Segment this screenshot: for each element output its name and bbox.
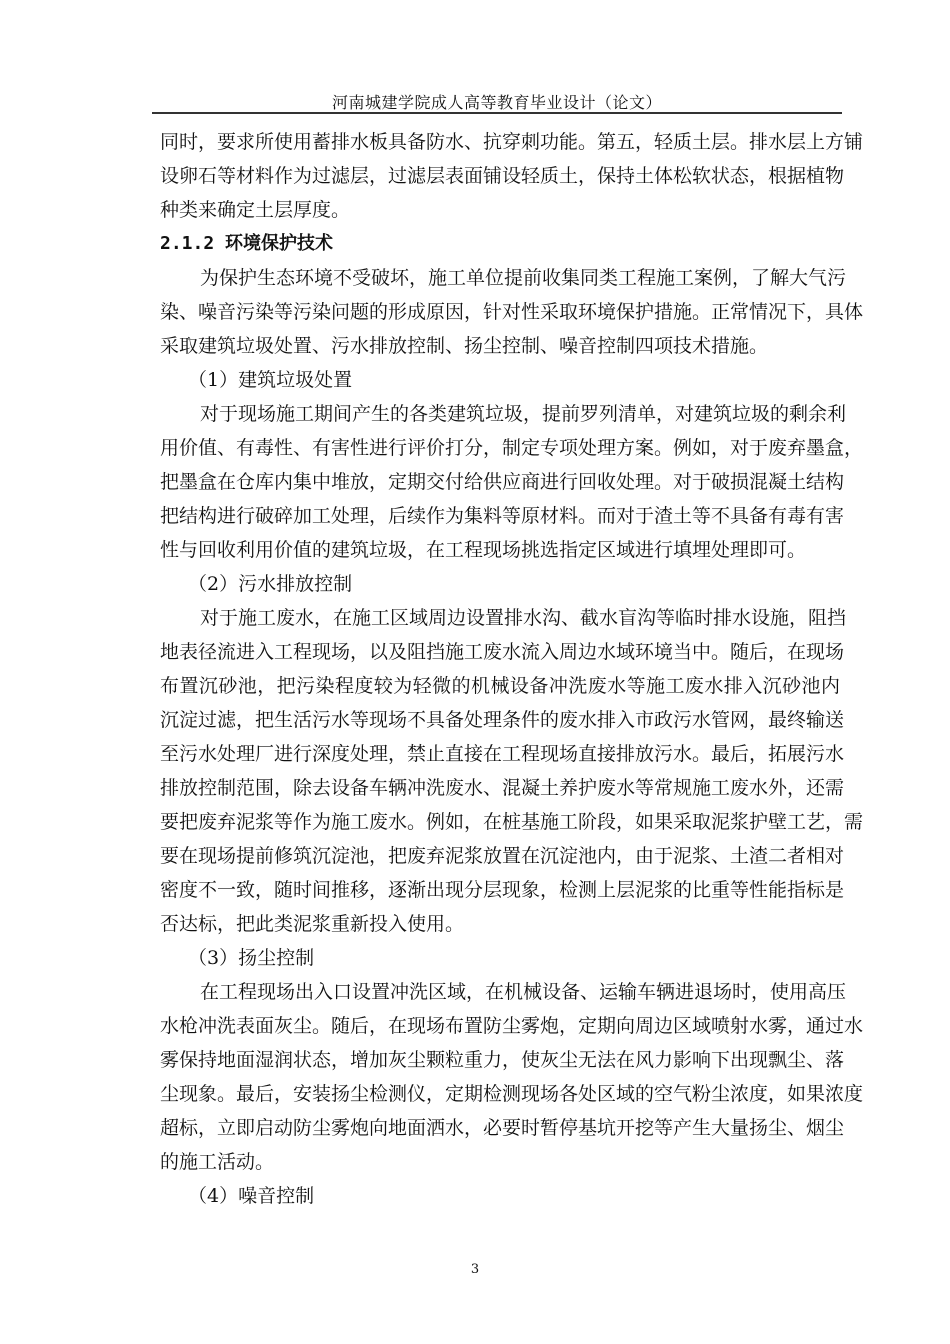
text-line: 布置沉砂池，把污染程度较为轻微的机械设备冲洗废水等施工废水排入沉砂池内: [160, 675, 840, 697]
text-line: （1）建筑垃圾处置: [188, 369, 353, 391]
text-line: 尘现象。最后，安装扬尘检测仪，定期检测现场各处区域的空气粉尘浓度，如果浓度: [160, 1083, 864, 1105]
text-line: 排放控制范围，除去设备车辆冲洗废水、混凝土养护废水等常规施工废水外，还需: [160, 777, 845, 799]
paragraph: [160, 125, 864, 227]
text-line: 对于施工废水，在施工区域周边设置排水沟、截水盲沟等临时排水设施，阻挡: [200, 607, 847, 629]
text-line: 把墨盒在仓库内集中堆放，定期交付给供应商进行回收处理。对于破损混凝土结构: [160, 471, 845, 493]
paragraph: [160, 601, 864, 941]
text-line: 水枪冲洗表面灰尘。随后，在现场布置防尘雾炮，定期向周边区域喷射水雾，通过水: [160, 1015, 864, 1037]
running-header: 河南城建学院成人高等教育毕业设计（论文）: [331, 93, 662, 112]
page-number: 3: [470, 1262, 480, 1277]
text-line: 同时，要求所使用蓄排水板具备防水、抗穿刺功能。第五，轻质土层。排水层上方铺: [160, 131, 864, 153]
paragraph: [160, 397, 864, 567]
subsection-heading: [160, 941, 840, 975]
text-line: 设卵石等材料作为过滤层，过滤层表面铺设轻质土，保持土体松软状态，根据植物: [160, 165, 845, 187]
subsection-heading: [160, 363, 840, 397]
paragraph: [160, 261, 864, 363]
text-line: （2）污水排放控制: [188, 573, 353, 595]
text-line: 用价值、有毒性、有害性进行评价打分，制定专项处理方案。例如，对于废弃墨盒，: [160, 437, 864, 459]
text-line: 在工程现场出入口设置冲洗区域，在机械设备、运输车辆进退场时，使用高压: [200, 981, 847, 1003]
text-line: 沉淀过滤，把生活污水等现场不具备处理条件的废水排入市政污水管网，最终输送: [160, 709, 845, 731]
text-line: 超标，立即启动防尘雾炮向地面洒水，必要时暂停基坑开挖等产生大量扬尘、烟尘: [160, 1117, 845, 1139]
subsection-heading: [160, 567, 840, 601]
text-line: 雾保持地面湿润状态，增加灰尘颗粒重力，使灰尘无法在风力影响下出现飘尘、落: [160, 1049, 845, 1071]
paragraph: [160, 975, 864, 1179]
text-line: 要在现场提前修筑沉淀池，把废弃泥浆放置在沉淀池内，由于泥浆、土渣二者相对: [160, 845, 845, 867]
text-line: 把结构进行破碎加工处理，后续作为集料等原材料。而对于渣土等不具备有毒有害: [160, 505, 845, 527]
text-line: 密度不一致，随时间推移，逐渐出现分层现象，检测上层泥浆的比重等性能指标是: [160, 879, 845, 901]
text-line: （3）扬尘控制: [188, 947, 315, 969]
text-line: 采取建筑垃圾处置、污水排放控制、扬尘控制、噪音控制四项技术措施。: [160, 335, 769, 357]
document-body: [160, 125, 864, 1213]
text-line: 对于现场施工期间产生的各类建筑垃圾，提前罗列清单，对建筑垃圾的剩余利: [200, 403, 847, 425]
text-line: 种类来确定土层厚度。: [160, 199, 351, 221]
text-line: （4）噪音控制: [188, 1185, 315, 1207]
text-line: 地表径流进入工程现场，以及阻挡施工废水流入周边水域环境当中。随后，在现场: [160, 641, 845, 663]
text-line: 染、噪音污染等污染问题的形成原因，针对性采取环境保护措施。正常情况下，具体: [160, 301, 864, 323]
text-line: 2.1.2 环境保护技术: [160, 233, 334, 254]
text-line: 至污水处理厂进行深度处理，禁止直接在工程现场直接排放污水。最后，拓展污水: [160, 743, 845, 765]
text-line: 的施工活动。: [160, 1151, 275, 1173]
text-line: 要把废弃泥浆等作为施工废水。例如，在桩基施工阶段，如果采取泥浆护壁工艺，需: [160, 811, 864, 833]
text-line: 性与回收利用价值的建筑垃圾，在工程现场挑选指定区域进行填埋处理即可。: [160, 539, 807, 561]
header-rule: [152, 112, 842, 114]
section-heading: [160, 227, 840, 261]
subsection-heading: [160, 1179, 840, 1213]
text-line: 否达标，把此类泥浆重新投入使用。: [160, 913, 465, 935]
text-line: 为保护生态环境不受破坏，施工单位提前收集同类工程施工案例，了解大气污: [200, 267, 847, 289]
